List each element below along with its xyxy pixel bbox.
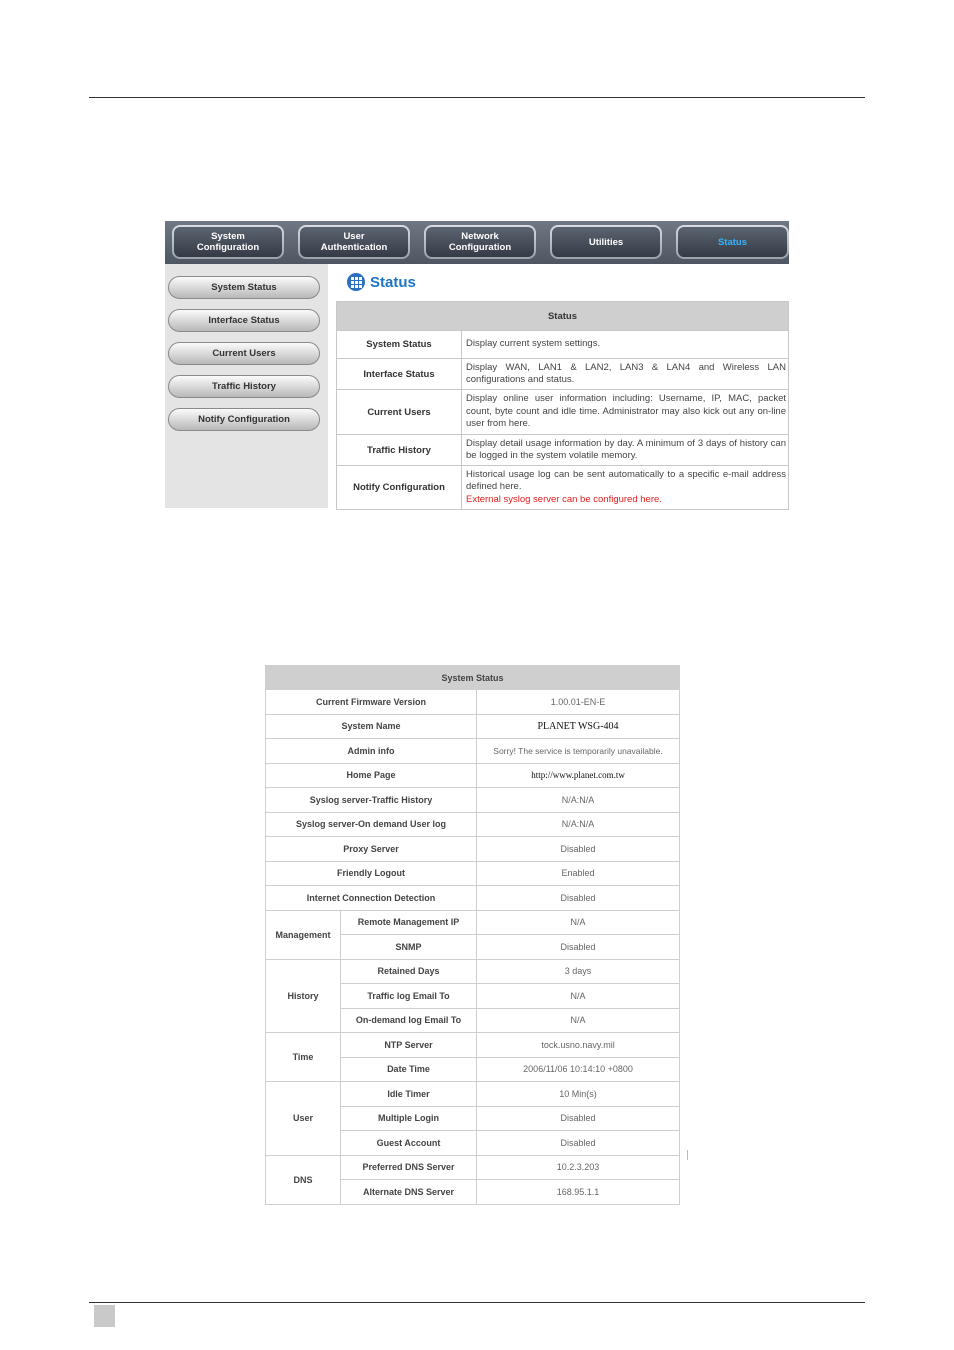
tab-label: User Authentication (300, 227, 408, 257)
status-table (336, 301, 789, 510)
table-row (337, 466, 789, 510)
row-value: N/A (477, 910, 680, 935)
page-number-box (94, 1305, 115, 1327)
system-status-table (265, 665, 680, 1205)
row-key: Traffic History (337, 435, 462, 466)
row-value: http://www.planet.com.tw (477, 763, 680, 788)
row-key: Date Time (341, 1057, 477, 1082)
row-key: Alternate DNS Server (341, 1180, 477, 1205)
row-key: Remote Management IP (341, 910, 477, 935)
row-value: Sorry! The service is temporarily unavailable. (477, 739, 680, 764)
table-row (337, 390, 789, 435)
row-value: 1.00.01-EN-E (477, 690, 680, 715)
table-row (266, 837, 680, 862)
table-row (266, 788, 680, 813)
row-key: SNMP (341, 935, 477, 960)
tab-label: System Configuration (174, 227, 282, 257)
status-grid-icon (347, 273, 365, 291)
row-key: Home Page (266, 763, 477, 788)
group-label: DNS (266, 1155, 341, 1204)
row-key: Guest Account (341, 1131, 477, 1156)
sidebar-item-label: Current Users (212, 348, 276, 359)
tab-network-configuration[interactable] (424, 225, 536, 259)
sidebar-item-current-users[interactable] (168, 342, 320, 365)
row-value: N/A:N/A (477, 788, 680, 813)
row-key: Interface Status (337, 359, 462, 390)
row-key: On-demand log Email To (341, 1008, 477, 1033)
sidebar-item-label: Notify Configuration (198, 414, 290, 425)
table-row (266, 690, 680, 715)
row-key: Friendly Logout (266, 861, 477, 886)
page-title-text: Status (370, 273, 416, 291)
row-key: Proxy Server (266, 837, 477, 862)
table-row (266, 812, 680, 837)
row-value: 10 Min(s) (477, 1082, 680, 1107)
sidebar-item-notify-configuration[interactable] (168, 408, 320, 431)
tab-label: Network Configuration (426, 227, 534, 257)
table-row (266, 763, 680, 788)
row-key: Current Users (337, 390, 462, 435)
row-key: Multiple Login (341, 1106, 477, 1131)
row-key: Current Firmware Version (266, 690, 477, 715)
table-row (266, 739, 680, 764)
row-value: 168.95.1.1 (477, 1180, 680, 1205)
page-title (347, 273, 416, 291)
row-value: 3 days (477, 959, 680, 984)
row-desc (462, 466, 789, 510)
tab-label: Utilities (552, 227, 660, 257)
group-label: History (266, 959, 341, 1033)
sidebar-item-label: Traffic History (212, 381, 276, 392)
screenshot-edge-mark (687, 1150, 688, 1160)
table-row (266, 959, 680, 984)
row-desc: Display WAN, LAN1 & LAN2, LAN3 & LAN4 and Wireless LAN configurations and status. (462, 359, 789, 390)
table-row (266, 1155, 680, 1180)
row-key: Traffic log Email To (341, 984, 477, 1009)
status-table-header: Status (337, 302, 789, 331)
row-key: Syslog server-Traffic History (266, 788, 477, 813)
row-value: N/A (477, 984, 680, 1009)
row-value: PLANET WSG-404 (477, 714, 680, 739)
sidebar-item-system-status[interactable] (168, 276, 320, 299)
tab-system-configuration[interactable] (172, 225, 284, 259)
tab-utilities[interactable] (550, 225, 662, 259)
row-key: Internet Connection Detection (266, 886, 477, 911)
table-row (337, 359, 789, 390)
row-value: Disabled (477, 837, 680, 862)
sidebar-item-interface-status[interactable] (168, 309, 320, 332)
row-key: Preferred DNS Server (341, 1155, 477, 1180)
row-key: NTP Server (341, 1033, 477, 1058)
row-value: 10.2.3.203 (477, 1155, 680, 1180)
row-value: N/A:N/A (477, 812, 680, 837)
tab-user-authentication[interactable] (298, 225, 410, 259)
row-note: External syslog server can be configured here. (466, 493, 662, 505)
row-desc: Display detail usage information by day. A minimum of 3 days of history can be logged in the system volatile memory. (462, 435, 789, 466)
row-value: Disabled (477, 1131, 680, 1156)
system-status-screenshot (265, 665, 679, 1232)
table-row (266, 1033, 680, 1058)
table-row (266, 714, 680, 739)
row-value: tock.usno.navy.mil (477, 1033, 680, 1058)
row-value: 2006/11/06 10:14:10 +0800 (477, 1057, 680, 1082)
sidebar-item-label: System Status (211, 282, 277, 293)
footer-rule (89, 1302, 865, 1303)
table-row (266, 886, 680, 911)
sidebar (165, 264, 328, 508)
table-row (337, 435, 789, 466)
row-key: Idle Timer (341, 1082, 477, 1107)
system-status-header: System Status (266, 666, 680, 690)
group-label: Management (266, 910, 341, 959)
table-row (266, 1082, 680, 1107)
row-key: Admin info (266, 739, 477, 764)
tab-label: Status (678, 227, 787, 257)
row-value: Disabled (477, 1106, 680, 1131)
row-value: Enabled (477, 861, 680, 886)
sidebar-item-traffic-history[interactable] (168, 375, 320, 398)
top-nav-bar (165, 221, 789, 264)
group-label: Time (266, 1033, 341, 1082)
row-value: N/A (477, 1008, 680, 1033)
tab-status[interactable] (676, 225, 789, 259)
row-key: System Status (337, 331, 462, 359)
group-label: User (266, 1082, 341, 1156)
header-rule (89, 97, 865, 98)
table-row (266, 910, 680, 935)
table-row (266, 861, 680, 886)
sidebar-item-label: Interface Status (208, 315, 280, 326)
row-key: Retained Days (341, 959, 477, 984)
row-value: Disabled (477, 886, 680, 911)
row-key: Notify Configuration (337, 466, 462, 510)
row-value: Disabled (477, 935, 680, 960)
table-row (337, 331, 789, 359)
row-key: System Name (266, 714, 477, 739)
status-screenshot (165, 221, 789, 508)
row-desc: Display online user information including: Username, IP, MAC, packet count, byte count and idle time. Administrator may also kick out any on-line user from here. (462, 390, 789, 435)
row-desc: Display current system settings. (462, 331, 789, 359)
row-desc-text: Historical usage log can be sent automatically to a specific e-mail address defined here. (466, 468, 786, 493)
row-key: Syslog server-On demand User log (266, 812, 477, 837)
